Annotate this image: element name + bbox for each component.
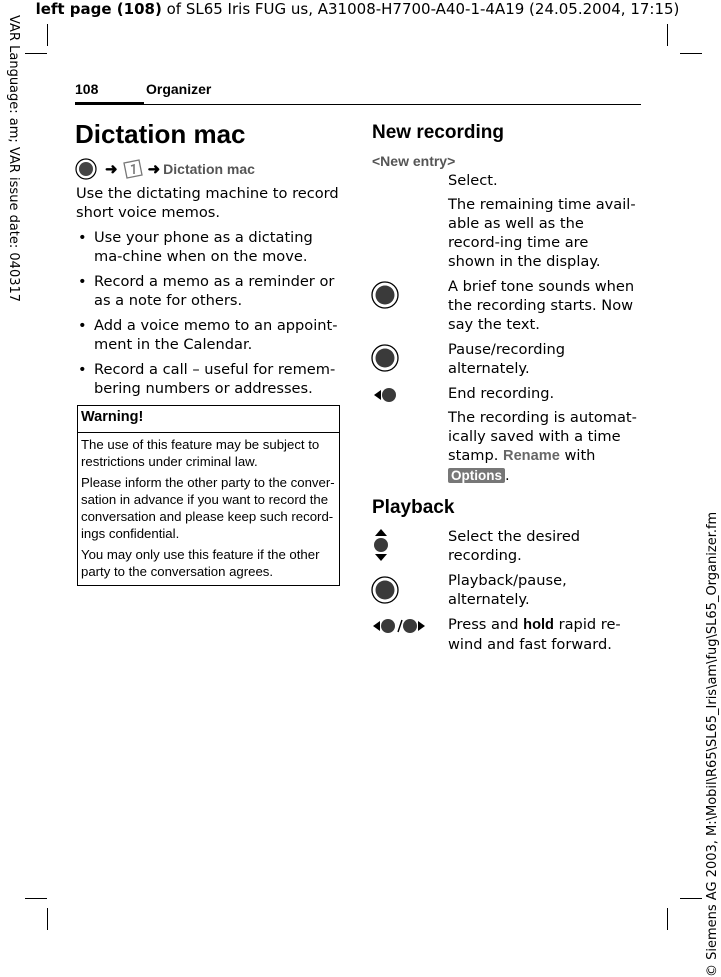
joystick-icon <box>371 576 399 604</box>
warning-divider <box>78 432 339 433</box>
joystick-up-down-icon <box>372 528 390 562</box>
joystick-icon <box>371 281 399 309</box>
warning-paragraph: You may only use this feature if the other party to the conversation agrees. <box>81 547 320 579</box>
playback-pause-text: Playback/pause, alternately. <box>448 572 567 608</box>
crop-mark <box>47 908 48 930</box>
pause-text: Pause/recording alternately. <box>448 341 566 377</box>
menu-path <box>75 157 255 181</box>
autosave-period: . <box>505 467 510 484</box>
warning-paragraph: Please inform the other party to the conver-sation in advance if you want to record the conversation and please keep such record-ings confidential. <box>81 475 335 541</box>
playback-select-text: Select the desired recording. <box>448 528 581 564</box>
playback-heading: Playback <box>372 497 455 518</box>
list-item: • Use your phone as a dictating ma-chine when on the move. <box>76 228 344 266</box>
crop-mark <box>680 898 702 899</box>
page-title: Dictation mac <box>75 119 246 149</box>
section-title: Organizer <box>146 81 212 97</box>
path-item: Dictation mac <box>163 161 255 177</box>
options-softkey: Options <box>448 468 505 483</box>
feature-list <box>76 228 344 404</box>
autosave-with: with <box>559 447 596 464</box>
new-entry-label: <New entry> <box>372 153 456 169</box>
joystick-left-icon <box>372 386 398 404</box>
organizer-menu-icon <box>121 157 145 181</box>
rewind-forward-text <box>448 615 638 654</box>
rename-softkey-label: Rename <box>503 448 560 464</box>
list-item: • Record a memo as a reminder or as a note for others. <box>76 272 344 310</box>
path-arrow: ➜ <box>147 161 161 178</box>
end-recording-text: End recording. <box>448 385 555 402</box>
remaining-time-text: The remaining time avail-able as well as the record-ing time are shown in the display. <box>448 196 636 270</box>
rewind-text-part: Press and <box>448 616 524 633</box>
rewind-text-rest: rapid re-wind and fast forward. <box>448 616 621 653</box>
print-header-bold: left page (108) <box>35 0 162 18</box>
crop-mark <box>25 898 47 899</box>
warning-box <box>77 405 340 586</box>
side-note-left: VAR Language: am; VAR issue date: 040317 <box>6 15 21 303</box>
crop-mark <box>25 53 47 54</box>
joystick-left-right-icon <box>372 617 426 635</box>
tone-text: A brief tone sounds when the recording starts. Now say the text. <box>448 278 635 333</box>
select-text: Select. <box>448 172 498 189</box>
side-note-right: © Siemens AG 2003, M:\Mobil\R65\SL65_Iris\am\fug\SL65_Organizer.fm <box>705 511 720 977</box>
crop-mark <box>680 53 702 54</box>
autosave-text-part: The recording is automat-ically saved with a time stamp. <box>448 409 637 464</box>
header-rule-thick <box>75 102 144 105</box>
warning-title: Warning! <box>81 409 144 425</box>
autosave-text <box>448 408 638 485</box>
header-rule-thin <box>144 104 641 105</box>
joystick-icon <box>371 344 399 372</box>
new-recording-heading: New recording <box>372 122 504 143</box>
crop-mark <box>47 24 48 46</box>
intro-text: Use the dictating machine to record short voice memos. <box>76 185 339 221</box>
list-item: • Record a call – useful for remem-bering numbers or addresses. <box>76 360 344 398</box>
print-header-rest: of SL65 Iris FUG us, A31008-H7700-A40-1-4A19 (24.05.2004, 17:15) <box>161 0 680 18</box>
crop-mark <box>667 908 668 930</box>
page-number: 108 <box>75 81 99 97</box>
list-item: • Add a voice memo to an appoint-ment in the Calendar. <box>76 316 344 354</box>
warning-paragraph: The use of this feature may be subject to restrictions under criminal law. <box>81 437 320 469</box>
path-arrow: ➜ <box>105 161 118 178</box>
crop-mark <box>667 24 668 46</box>
print-header <box>0 0 715 18</box>
joystick-icon <box>75 158 97 180</box>
hold-label: hold <box>523 617 554 633</box>
